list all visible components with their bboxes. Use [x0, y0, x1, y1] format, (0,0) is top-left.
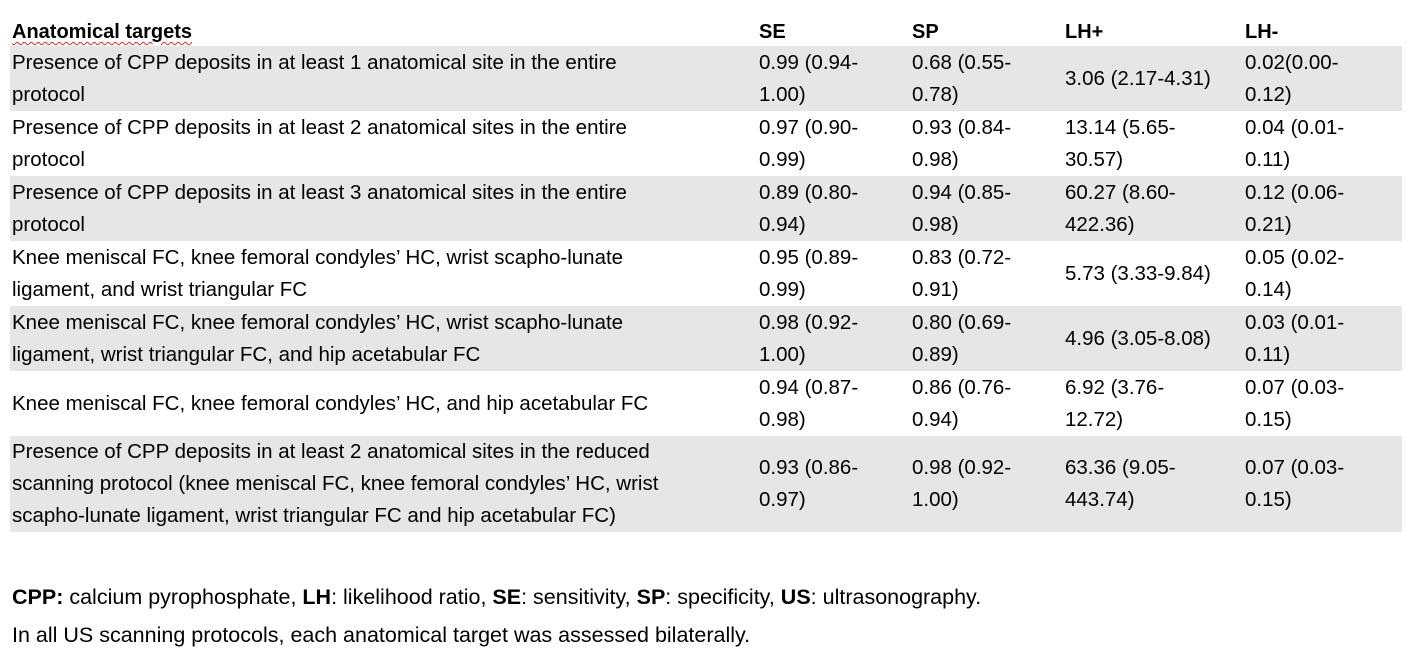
cell-target: Knee meniscal FC, knee femoral condyles’ HC, wrist scapho-lunate ligament, and wrist triangular FC [12, 245, 624, 301]
cell-target: Presence of CPP deposits in at least 2 anatomical sites in the entire protocol [12, 115, 627, 171]
header-sp: SP [910, 18, 1063, 46]
cell-sp: 0.68 (0.55- 0.78) [910, 46, 1063, 111]
abbr-definition: : specificity, [665, 585, 781, 609]
table-row [10, 111, 1402, 176]
cell-target: Presence of CPP deposits in at least 3 anatomical sites in the entire protocol [10, 176, 757, 241]
header-anatomical-targets [10, 18, 757, 46]
cell-lh-negative: 0.05 (0.02- 0.14) [1245, 245, 1345, 301]
cell-lh-positive: 3.06 (2.17-4.31) [1063, 46, 1243, 111]
abbr-definition: calcium pyrophosphate, [63, 585, 303, 609]
cell-sp: 0.83 (0.72- 0.91) [912, 245, 1012, 301]
table-row [10, 306, 1402, 371]
cell-se: 0.95 (0.89- 0.99) [759, 245, 859, 301]
abbr-term: SE [492, 585, 522, 609]
abbr-term: LH [302, 585, 332, 609]
header-se: SE [757, 18, 910, 46]
cell-sp: 0.80 (0.69- 0.89) [910, 306, 1063, 371]
abbr-term: CPP: [12, 585, 64, 609]
cell-se: 0.97 (0.90- 0.99) [759, 115, 859, 171]
cell-se: 0.93 (0.86- 0.97) [757, 436, 910, 532]
cell-lh-positive: 4.96 (3.05-8.08) [1063, 306, 1243, 371]
cell-target: Knee meniscal FC, knee femoral condyles’ HC, wrist scapho-lunate ligament, wrist triangular FC, and hip acetabular FC [10, 306, 757, 371]
abbr-definition: : ultrasonography. [810, 585, 982, 609]
cell-sp: 0.98 (0.92- 1.00) [910, 436, 1063, 532]
table-row [10, 176, 1402, 241]
cell-lh-negative: 0.07 (0.03- 0.15) [1245, 375, 1345, 431]
cell-lh-negative: 0.07 (0.03- 0.15) [1243, 436, 1402, 532]
cell-se: 0.99 (0.94- 1.00) [757, 46, 910, 111]
cell-sp: 0.86 (0.76- 0.94) [912, 375, 1012, 431]
cell-lh-positive: 60.27 (8.60- 422.36) [1063, 176, 1243, 241]
cell-lh-negative: 0.12 (0.06- 0.21) [1243, 176, 1402, 241]
cell-se: 0.94 (0.87- 0.98) [759, 375, 859, 431]
cell-target: Knee meniscal FC, knee femoral condyles’ HC, and hip acetabular FC [12, 391, 649, 415]
header-lh-negative: LH- [1243, 18, 1402, 46]
cell-lh-positive: 63.36 (9.05- 443.74) [1063, 436, 1243, 532]
cell-target: Presence of CPP deposits in at least 2 anatomical sites in the reduced scanning protocol (knee meniscal FC, knee femoral condyles’ HC, wrist scapho-lunate ligament, wrist triangular FC and hip acetabular FC) [10, 436, 757, 532]
cell-se: 0.89 (0.80- 0.94) [757, 176, 910, 241]
abbreviations-line [12, 578, 1402, 616]
cell-lh-negative: 0.04 (0.01- 0.11) [1245, 115, 1345, 171]
cell-target: Presence of CPP deposits in at least 1 anatomical site in the entire protocol [10, 46, 757, 111]
abbr-definition: : sensitivity, [521, 585, 637, 609]
abbr-term: SP [636, 585, 666, 609]
diagnostic-accuracy-table [10, 18, 1402, 532]
table-row [10, 46, 1402, 111]
header-anatomical-targets-text: Anatomical targets [12, 21, 193, 43]
table-footnotes [12, 578, 1402, 654]
cell-lh-positive: 5.73 (3.33-9.84) [1065, 261, 1211, 285]
results-table-container [10, 18, 1402, 532]
abbr-term: US [780, 585, 811, 609]
bilateral-note: In all US scanning protocols, each anatomical target was assessed bilaterally. [12, 623, 751, 647]
cell-lh-negative: 0.02(0.00- 0.12) [1243, 46, 1402, 111]
cell-lh-positive: 13.14 (5.65- 30.57) [1065, 115, 1176, 171]
cell-lh-negative: 0.03 (0.01- 0.11) [1243, 306, 1402, 371]
abbr-definition: : likelihood ratio, [331, 585, 493, 609]
table-row [10, 436, 1402, 532]
table-header-row [10, 18, 1402, 46]
table-row [10, 371, 1402, 436]
table-row [10, 241, 1402, 306]
header-lh-positive: LH+ [1063, 18, 1243, 46]
cell-lh-positive: 6.92 (3.76- 12.72) [1065, 375, 1165, 431]
cell-sp: 0.94 (0.85- 0.98) [910, 176, 1063, 241]
cell-sp: 0.93 (0.84- 0.98) [912, 115, 1012, 171]
cell-se: 0.98 (0.92- 1.00) [757, 306, 910, 371]
